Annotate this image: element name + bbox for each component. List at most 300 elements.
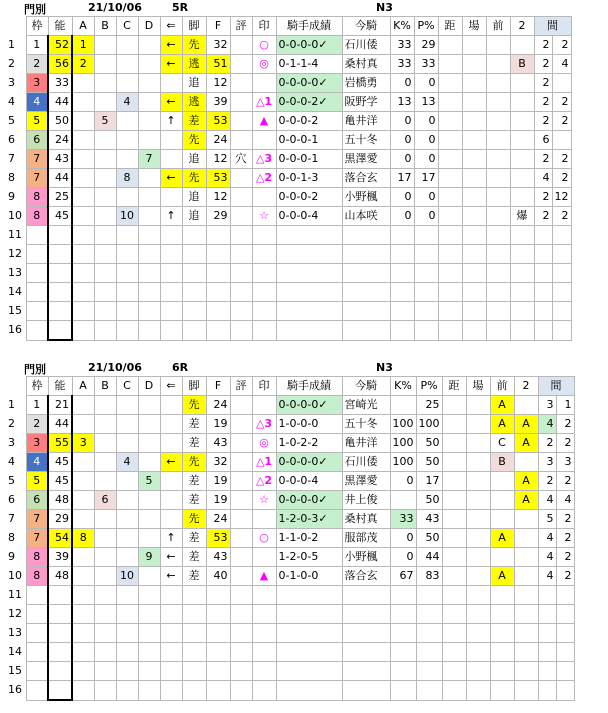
cell-w — [26, 681, 48, 701]
cell-leg — [182, 605, 206, 624]
cell-ba — [462, 264, 486, 283]
cell-arr — [160, 396, 182, 415]
cell-C — [116, 434, 138, 453]
cell-k: 0 — [390, 529, 416, 548]
cell-k1 — [534, 264, 552, 283]
cell-F: 12 — [206, 74, 230, 93]
cell-w — [26, 283, 48, 302]
cell-w: 6 — [26, 131, 48, 150]
cell-hyo — [230, 321, 252, 341]
cell-C: 10 — [116, 207, 138, 226]
cell-two — [510, 264, 534, 283]
cell-mae — [486, 245, 510, 264]
race-number: 6R — [172, 361, 189, 374]
cell-w: 7 — [26, 510, 48, 529]
cell-two — [510, 150, 534, 169]
cell-jk: 落合玄 — [342, 169, 390, 188]
cell-A — [72, 283, 94, 302]
cell-k1: 2 — [534, 207, 552, 226]
cell-arr — [160, 643, 182, 662]
cell-dist — [442, 567, 466, 586]
table-row — [6, 605, 574, 624]
cell-hyo — [230, 226, 252, 245]
cell-mark: △1 — [252, 93, 276, 112]
cell-leg — [182, 681, 206, 701]
cell-jk — [342, 624, 390, 643]
cell-no — [48, 662, 72, 681]
table-row — [6, 567, 574, 586]
table-row — [6, 283, 571, 302]
cell-C: 4 — [116, 93, 138, 112]
cell-mae — [490, 491, 514, 510]
cell-k1: 5 — [538, 510, 556, 529]
cell-dist — [442, 491, 466, 510]
cell-no — [48, 302, 72, 321]
cell-jr: 0-0-0-1 — [276, 150, 342, 169]
cell-hyo — [230, 643, 252, 662]
col-header-13: K% — [390, 17, 414, 36]
cell-F: 51 — [206, 55, 230, 74]
cell-D — [138, 169, 160, 188]
cell-jr: 0-0-0-0✓ — [276, 36, 342, 55]
cell-leg: 追 — [182, 188, 206, 207]
cell-dist — [442, 529, 466, 548]
cell-jk: 小野楓 — [342, 188, 390, 207]
cell-jr — [276, 624, 342, 643]
col-header-10: 印 — [252, 377, 276, 396]
cell-mark — [252, 226, 276, 245]
cell-mae — [490, 681, 514, 701]
cell-n: 12 — [8, 247, 22, 260]
cell-n: 3 — [8, 76, 15, 89]
cell-mae — [486, 283, 510, 302]
cell-jr: 0-0-0-1 — [276, 131, 342, 150]
cell-hyo — [230, 624, 252, 643]
cell-D — [138, 131, 160, 150]
col-header-15: 距 — [442, 377, 466, 396]
col-header-12: 今騎 — [342, 377, 390, 396]
cell-jr — [276, 605, 342, 624]
cell-jk: 石川倭 — [342, 36, 390, 55]
cell-k: 33 — [390, 510, 416, 529]
cell-leg: 差 — [182, 112, 206, 131]
cell-jr — [276, 662, 342, 681]
cell-leg: 差 — [182, 567, 206, 586]
cell-F: 29 — [206, 207, 230, 226]
cell-k — [390, 226, 414, 245]
cell-w: 8 — [26, 548, 48, 567]
cell-n: 16 — [8, 683, 22, 697]
cell-mark — [252, 283, 276, 302]
cell-ba — [466, 662, 490, 681]
cell-k1: 2 — [534, 55, 552, 74]
col-header-2: A — [72, 377, 94, 396]
cell-ba — [462, 150, 486, 169]
cell-B: 5 — [94, 112, 116, 131]
cell-p: 100 — [416, 415, 442, 434]
cell-F: 32 — [206, 453, 230, 472]
cell-arr: ← — [160, 548, 182, 567]
cell-jk: 服部茂 — [342, 529, 390, 548]
cell-k2: 2 — [552, 207, 571, 226]
cell-B — [94, 586, 116, 605]
cell-w: 6 — [26, 491, 48, 510]
cell-n: 15 — [8, 664, 22, 677]
col-header-19: 間 — [538, 377, 574, 396]
cell-no: 33 — [48, 74, 72, 93]
cell-k1: 2 — [538, 434, 556, 453]
cell-leg — [182, 245, 206, 264]
cell-dist — [438, 207, 462, 226]
cell-leg: 先 — [182, 510, 206, 529]
cell-k: 0 — [390, 112, 414, 131]
cell-B — [94, 434, 116, 453]
cell-mae — [486, 74, 510, 93]
cell-k2 — [556, 643, 574, 662]
cell-jk: 亀井洋 — [342, 434, 390, 453]
cell-arr: ↑ — [160, 207, 182, 226]
cell-p: 43 — [416, 510, 442, 529]
cell-p — [416, 681, 442, 701]
cell-p — [414, 226, 438, 245]
cell-k2: 2 — [552, 150, 571, 169]
cell-n: 9 — [8, 190, 15, 203]
table-row — [6, 681, 574, 701]
cell-dist — [438, 283, 462, 302]
cell-F — [206, 624, 230, 643]
cell-A — [72, 226, 94, 245]
cell-jk: 阪野学 — [342, 93, 390, 112]
cell-k1: 2 — [534, 112, 552, 131]
cell-mark: ☆ — [252, 207, 276, 226]
cell-arr: ← — [160, 93, 182, 112]
cell-no — [48, 586, 72, 605]
cell-arr — [160, 321, 182, 341]
cell-dist — [442, 434, 466, 453]
cell-jk: 五十冬 — [342, 415, 390, 434]
cell-mark — [252, 548, 276, 567]
cell-hyo — [230, 567, 252, 586]
cell-D — [138, 93, 160, 112]
cell-ba — [462, 207, 486, 226]
cell-mark: ○ — [252, 529, 276, 548]
cell-jr: 1-0-0-0 — [276, 415, 342, 434]
cell-leg: 逃 — [182, 55, 206, 74]
cell-n: 8 — [8, 171, 15, 184]
cell-k — [390, 662, 416, 681]
table-row — [6, 264, 571, 283]
cell-B — [94, 302, 116, 321]
cell-k2: 2 — [556, 472, 574, 491]
cell-B — [94, 188, 116, 207]
cell-two — [514, 681, 538, 701]
cell-hyo — [230, 453, 252, 472]
cell-mae — [486, 321, 510, 341]
cell-k: 0 — [390, 207, 414, 226]
cell-k1: 4 — [538, 567, 556, 586]
cell-two — [510, 93, 534, 112]
cell-two — [510, 36, 534, 55]
cell-leg — [182, 586, 206, 605]
cell-dist — [442, 586, 466, 605]
table-row — [6, 586, 574, 605]
cell-B — [94, 529, 116, 548]
cell-mae — [490, 472, 514, 491]
cell-jr — [276, 302, 342, 321]
cell-arr: ← — [160, 36, 182, 55]
cell-arr: ↑ — [160, 529, 182, 548]
cell-A — [72, 93, 94, 112]
cell-dist — [442, 643, 466, 662]
cell-jk: 宮崎光 — [342, 396, 390, 415]
cell-no: 48 — [48, 491, 72, 510]
cell-A — [72, 150, 94, 169]
cell-mae: A — [490, 396, 514, 415]
cell-mae — [490, 643, 514, 662]
cell-mark: ▲ — [252, 112, 276, 131]
cell-n: 1 — [8, 398, 15, 411]
cell-k — [390, 605, 416, 624]
header-row — [6, 17, 571, 36]
cell-k1 — [534, 226, 552, 245]
cell-leg: 追 — [182, 74, 206, 93]
cell-B — [94, 453, 116, 472]
cell-k2 — [556, 681, 574, 701]
cell-w: 8 — [26, 207, 48, 226]
cell-jk — [342, 226, 390, 245]
cell-dist — [438, 188, 462, 207]
cell-A — [72, 74, 94, 93]
cell-no: 44 — [48, 169, 72, 188]
race-date: 21/10/06 — [88, 1, 142, 14]
cell-hyo — [230, 472, 252, 491]
cell-k1: 3 — [538, 396, 556, 415]
cell-A: 3 — [72, 434, 94, 453]
cell-F — [206, 605, 230, 624]
cell-F: 12 — [206, 150, 230, 169]
cell-mark: △3 — [252, 415, 276, 434]
cell-A: 2 — [72, 55, 94, 74]
cell-w — [26, 245, 48, 264]
cell-k2: 12 — [552, 188, 571, 207]
cell-leg — [182, 302, 206, 321]
cell-ba — [466, 453, 490, 472]
cell-w: 3 — [26, 434, 48, 453]
cell-D — [138, 510, 160, 529]
cell-k: 17 — [390, 169, 414, 188]
cell-mae: B — [490, 453, 514, 472]
cell-dist — [438, 131, 462, 150]
cell-jk — [342, 586, 390, 605]
cell-jk: 桑村真 — [342, 55, 390, 74]
col-header-18: 2 — [514, 377, 538, 396]
cell-A — [72, 188, 94, 207]
table-row — [6, 226, 571, 245]
cell-mae: A — [490, 567, 514, 586]
cell-mae — [490, 624, 514, 643]
cell-D: 5 — [138, 472, 160, 491]
cell-two: 爆 — [510, 207, 534, 226]
cell-ba — [466, 529, 490, 548]
cell-ba — [466, 605, 490, 624]
cell-k — [390, 264, 414, 283]
cell-A — [72, 510, 94, 529]
cell-no: 29 — [48, 510, 72, 529]
cell-ba — [466, 643, 490, 662]
cell-n: 8 — [8, 531, 15, 544]
cell-k: 0 — [390, 472, 416, 491]
cell-mae — [490, 510, 514, 529]
cell-hyo — [230, 548, 252, 567]
col-header-17: 前 — [490, 377, 514, 396]
cell-no: 21 — [48, 396, 72, 415]
cell-w — [26, 624, 48, 643]
cell-no: 54 — [48, 529, 72, 548]
cell-D — [138, 55, 160, 74]
table-row — [6, 188, 571, 207]
cell-k2 — [552, 302, 571, 321]
cell-p: 44 — [416, 548, 442, 567]
cell-k1: 2 — [534, 188, 552, 207]
cell-ba — [466, 415, 490, 434]
track-label: 門別 — [24, 3, 46, 16]
cell-dist — [438, 74, 462, 93]
cell-C — [116, 586, 138, 605]
cell-D — [138, 434, 160, 453]
cell-k: 13 — [390, 93, 414, 112]
cell-mae — [486, 226, 510, 245]
cell-k: 67 — [390, 567, 416, 586]
cell-D — [138, 453, 160, 472]
cell-k2 — [556, 605, 574, 624]
cell-mae — [486, 112, 510, 131]
cell-no: 56 — [48, 55, 72, 74]
cell-k2: 2 — [552, 36, 571, 55]
col-header-7: 脚 — [182, 17, 206, 36]
cell-hyo — [230, 36, 252, 55]
cell-no — [48, 624, 72, 643]
cell-p — [416, 662, 442, 681]
col-header-6: ⇐ — [160, 377, 182, 396]
cell-k: 100 — [390, 415, 416, 434]
col-header-1: 能 — [48, 377, 72, 396]
cell-mae — [486, 131, 510, 150]
cell-mark — [252, 605, 276, 624]
race-class: N3 — [376, 361, 393, 374]
cell-two — [514, 662, 538, 681]
cell-n: 13 — [8, 626, 22, 639]
cell-leg — [182, 321, 206, 341]
cell-k2 — [552, 321, 571, 341]
cell-hyo — [230, 662, 252, 681]
cell-dist — [442, 681, 466, 701]
cell-leg: 差 — [182, 434, 206, 453]
cell-k2 — [552, 131, 571, 150]
cell-w — [26, 321, 48, 341]
cell-two — [514, 586, 538, 605]
cell-two — [510, 131, 534, 150]
cell-k: 0 — [390, 150, 414, 169]
table-row — [6, 643, 574, 662]
cell-k2 — [556, 624, 574, 643]
cell-ba — [462, 283, 486, 302]
cell-jr: 0-0-0-0✓ — [276, 396, 342, 415]
cell-k: 0 — [390, 548, 416, 567]
cell-k1: 2 — [534, 93, 552, 112]
cell-F: 24 — [206, 396, 230, 415]
cell-no: 44 — [48, 415, 72, 434]
cell-B — [94, 264, 116, 283]
cell-A — [72, 245, 94, 264]
col-header-8: F — [206, 377, 230, 396]
cell-n: 14 — [8, 645, 22, 658]
cell-k — [390, 396, 416, 415]
cell-F — [206, 643, 230, 662]
cell-n: 14 — [8, 285, 22, 298]
cell-dist — [438, 150, 462, 169]
col-header-11: 騎手成績 — [276, 377, 342, 396]
cell-jk: 亀井洋 — [342, 112, 390, 131]
cell-k1: 3 — [538, 453, 556, 472]
table-row — [6, 453, 574, 472]
cell-two — [514, 529, 538, 548]
cell-no — [48, 245, 72, 264]
cell-p: 0 — [414, 150, 438, 169]
col-header-10: 印 — [252, 17, 276, 36]
cell-k2: 2 — [556, 434, 574, 453]
cell-A — [72, 605, 94, 624]
cell-dist — [442, 453, 466, 472]
cell-no — [48, 283, 72, 302]
cell-ba — [466, 510, 490, 529]
cell-C — [116, 74, 138, 93]
cell-two — [510, 245, 534, 264]
cell-two — [510, 226, 534, 245]
cell-A — [72, 567, 94, 586]
cell-k: 0 — [390, 131, 414, 150]
cell-leg: 差 — [182, 548, 206, 567]
cell-ba — [462, 245, 486, 264]
col-header-19: 間 — [534, 17, 571, 36]
cell-hyo — [230, 681, 252, 701]
cell-D — [138, 605, 160, 624]
cell-jr: 0-0-0-2 — [276, 188, 342, 207]
cell-w — [26, 302, 48, 321]
cell-B — [94, 283, 116, 302]
cell-k: 0 — [390, 188, 414, 207]
cell-p: 0 — [414, 188, 438, 207]
cell-jr — [276, 226, 342, 245]
cell-no: 45 — [48, 207, 72, 226]
cell-arr — [160, 226, 182, 245]
cell-mae — [486, 93, 510, 112]
col-header-14: P% — [416, 377, 442, 396]
cell-B: 6 — [94, 491, 116, 510]
cell-k1: 4 — [538, 529, 556, 548]
cell-k: 100 — [390, 434, 416, 453]
cell-k — [390, 283, 414, 302]
cell-B — [94, 662, 116, 681]
table-row — [6, 207, 571, 226]
cell-hyo — [230, 415, 252, 434]
cell-n: 15 — [8, 304, 22, 317]
cell-p: 17 — [414, 169, 438, 188]
cell-two — [510, 112, 534, 131]
cell-mark — [252, 302, 276, 321]
cell-k1 — [538, 643, 556, 662]
cell-hyo — [230, 93, 252, 112]
cell-two — [510, 169, 534, 188]
